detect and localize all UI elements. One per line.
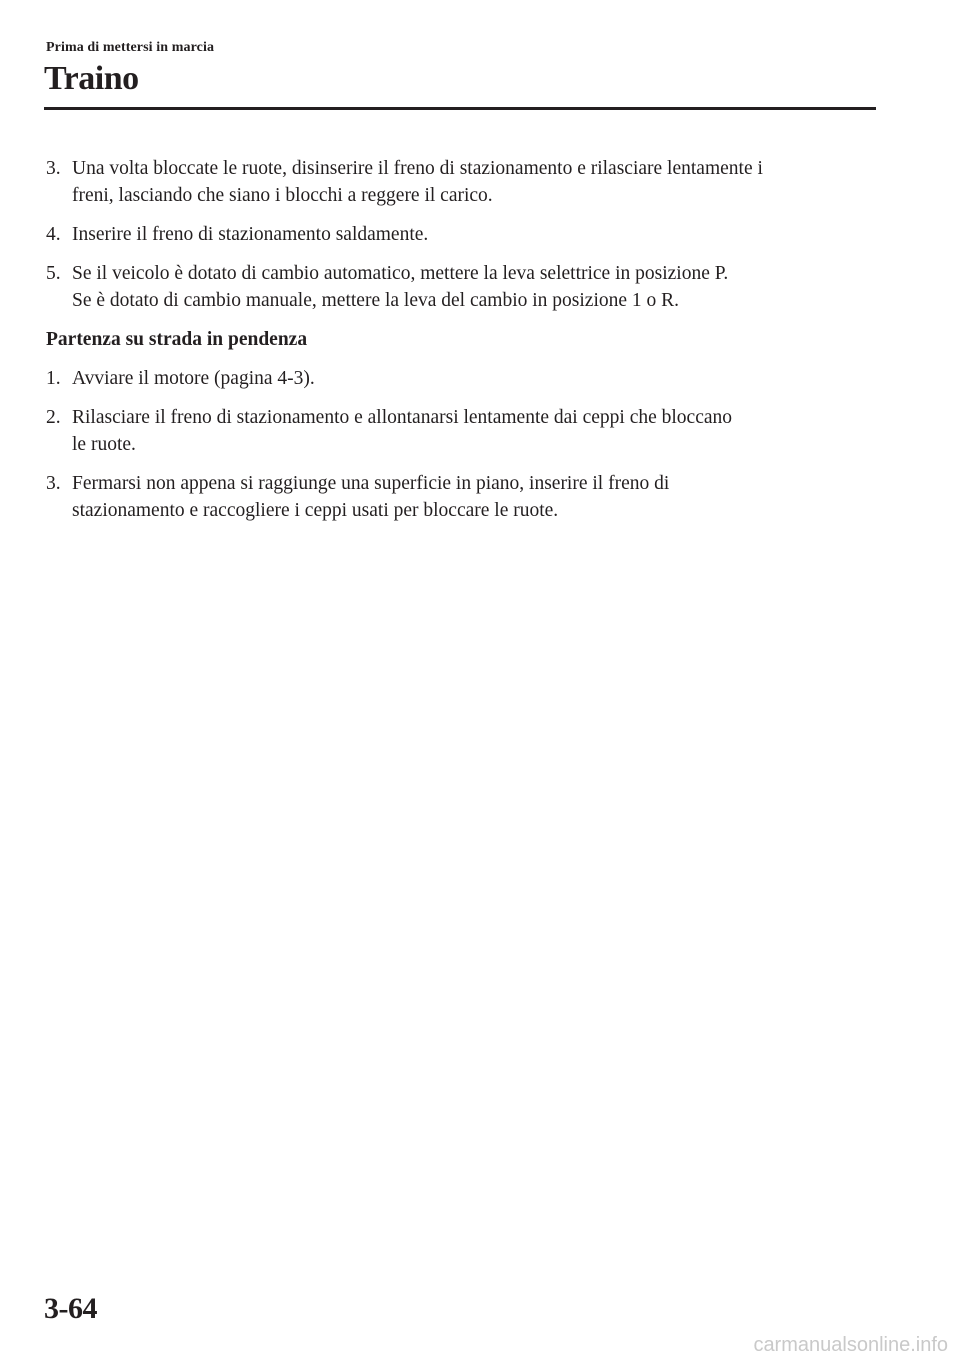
title-rule bbox=[44, 107, 876, 110]
list-item bbox=[46, 365, 876, 392]
watermark: carmanualsonline.info bbox=[753, 1334, 948, 1356]
subheading: Partenza su strada in pendenza bbox=[46, 329, 308, 350]
step-text: Se è dotato di cambio manuale, mettere la leva del cambio in posizione 1 o R. bbox=[72, 290, 680, 311]
list-item bbox=[46, 404, 876, 458]
page-number: 3-64 bbox=[44, 1292, 97, 1325]
step-text: Inserire il freno di stazionamento saldamente. bbox=[72, 224, 429, 245]
step-number: 3. bbox=[46, 473, 61, 494]
step-text: le ruote. bbox=[72, 434, 136, 455]
step-number: 2. bbox=[46, 407, 61, 428]
step-text: Se il veicolo è dotato di cambio automatico, mettere la leva selettrice in posizione P. bbox=[72, 263, 729, 284]
step-text: Avviare il motore (pagina 4-3). bbox=[72, 368, 315, 389]
list-item bbox=[46, 470, 876, 524]
list-item bbox=[46, 155, 876, 209]
step-text: freni, lasciando che siano i blocchi a reggere il carico. bbox=[72, 185, 493, 206]
step-text: stazionamento e raccogliere i ceppi usati per bloccare le ruote. bbox=[72, 500, 559, 521]
section-label: Prima di mettersi in marcia bbox=[46, 40, 215, 55]
list-item bbox=[46, 221, 876, 248]
step-number: 4. bbox=[46, 224, 61, 245]
step-number: 1. bbox=[46, 368, 61, 389]
step-text: Fermarsi non appena si raggiunge una superficie in piano, inserire il freno di bbox=[72, 473, 670, 494]
step-number: 3. bbox=[46, 158, 61, 179]
list-item bbox=[46, 260, 876, 314]
content bbox=[46, 155, 876, 536]
page-title: Traino bbox=[44, 60, 139, 97]
step-number: 5. bbox=[46, 263, 61, 284]
step-text: Una volta bloccate le ruote, disinserire il freno di stazionamento e rilasciare lentamente i bbox=[72, 158, 763, 179]
step-text: Rilasciare il freno di stazionamento e allontanarsi lentamente dai ceppi che bloccano bbox=[72, 407, 733, 428]
